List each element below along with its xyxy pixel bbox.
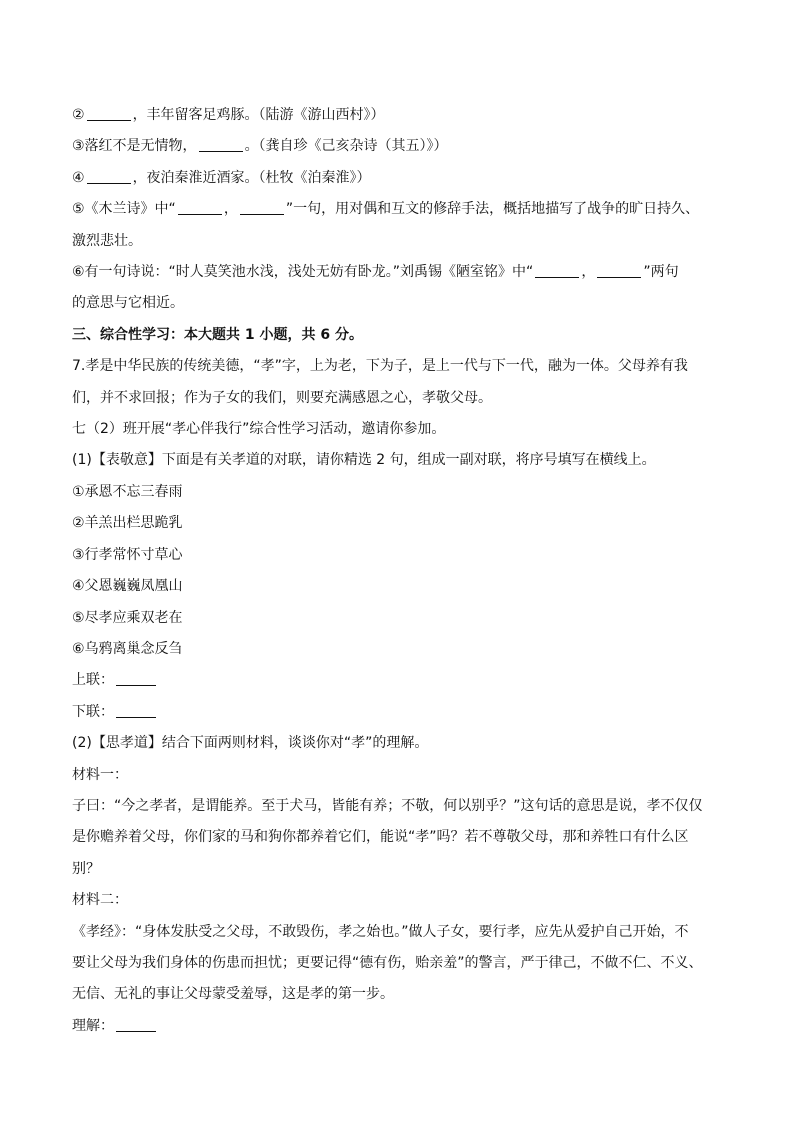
material1-text: 子曰：“今之孝者，是谓能养。至于犬马，皆能有养；不敬，何以别乎？”这句话的意思是说，孝不仅仅 (72, 797, 703, 814)
poem-question-6-cont: 的意思与它相近。 (72, 295, 184, 312)
q7-activity: 七（2）班开展“孝心伴我行”综合性学习活动，邀请你参加。 (72, 421, 446, 438)
question-text: ”两句 (643, 264, 679, 281)
q7-part2-title: (2)【思孝道】结合下面两则材料，谈谈你对“孝”的理解。 (72, 735, 429, 752)
lower-couplet-blank[interactable] (116, 703, 156, 718)
question-text: ，夜泊秦淮近酒家。（杜牧《泊秦淮》） (132, 169, 371, 186)
question-text: ⑥有一句诗说：“时人莫笑池水浅，浅处无妨有卧龙。”刘禹锡《陋室铭》中“ (72, 264, 534, 281)
poem-question-5 (72, 194, 724, 225)
question-text: ，丰年留客足鸡豚。（陆游《游山西村》） (132, 107, 385, 123)
material2-label: 材料二： (72, 892, 128, 909)
material1-label: 材料一： (72, 766, 128, 783)
answer-blank[interactable] (199, 137, 243, 152)
answer-label: 理解： (72, 1017, 114, 1034)
question-text: ⑤《木兰诗》中“ (72, 201, 176, 218)
answer-blank[interactable] (178, 200, 222, 215)
question-text: ③落红不是无情物， (72, 138, 197, 155)
couplet-option: ④父恩巍巍凤凰山 (72, 578, 183, 595)
couplet-option: ⑤尽孝应乘双老在 (72, 609, 183, 626)
material2-text: 《孝经》：“身体发肤受之父母，不敢毁伤，孝之始也。”做人子女，要行孝，应先从爱护自己开始，不 (72, 923, 689, 940)
document-page (72, 100, 724, 1042)
answer-blank[interactable] (116, 1017, 156, 1032)
answer-blank[interactable] (240, 200, 284, 215)
answer-blank[interactable] (597, 263, 641, 278)
poem-question-3 (72, 131, 724, 162)
upper-couplet-label: 上联： (72, 672, 114, 689)
poem-question-5-cont: 激烈悲壮。 (72, 232, 142, 249)
question-text: 。（龚自珍《己亥杂诗（其五）》） (244, 138, 448, 155)
lower-couplet-label: 下联： (72, 703, 114, 720)
question-text: ④ (72, 169, 85, 186)
answer-blank[interactable] (87, 106, 131, 121)
couplet-option: ①承恩不忘三春雨 (72, 483, 183, 500)
q7-intro-line: 7.孝是中华民族的传统美德，“孝”字，上为老，下为子，是上一代与下一代，融为一体。父母养有我 (72, 358, 688, 375)
answer-blank[interactable] (87, 169, 131, 184)
q7-part1-title: (1)【表敬意】下面是有关孝道的对联，请你精选 2 句，组成一副对联，将序号填写在横线上。 (72, 452, 656, 469)
poem-question-2 (72, 100, 724, 131)
material2-text: 要让父母为我们身体的伤患而担忧；更要记得“德有伤，贻亲羞”的警言，严于律己，不做不仁、不义、 (72, 954, 703, 971)
couplet-option: ②羊羔出栏思跪乳 (72, 515, 183, 532)
question-text: ， (581, 264, 596, 281)
material2-text: 无信、无礼的事让父母蒙受羞辱，这是孝的第一步。 (72, 986, 394, 1003)
question-text: ， (223, 201, 238, 218)
upper-couplet-blank[interactable] (116, 671, 156, 686)
upper-couplet-row (72, 665, 724, 696)
q7-intro-line: 们，并不求回报；作为子女的我们，则要充满感恩之心，孝敬父母。 (72, 389, 492, 406)
question-text: ”一句，用对偶和互文的修辞手法，概括地描写了战争的旷日持久、 (285, 201, 700, 218)
question-text: ② (72, 107, 85, 123)
section-heading: 三、综合性学习：本大题共 1 小题，共 6 分。 (72, 326, 363, 343)
poem-question-4 (72, 163, 724, 194)
material1-text: 是你赡养着父母，你们家的马和狗你都养着它们，能说“孝”吗？若不尊敬父母，那和养牲口有什么区 (72, 829, 689, 846)
couplet-option: ⑥乌鸦离巢念反刍 (72, 640, 183, 657)
couplet-option: ③行孝常怀寸草心 (72, 546, 183, 563)
poem-question-6 (72, 257, 724, 288)
material1-text: 别？ (72, 860, 100, 877)
answer-blank[interactable] (535, 263, 579, 278)
lower-couplet-row (72, 697, 724, 728)
answer-row (72, 1011, 724, 1042)
